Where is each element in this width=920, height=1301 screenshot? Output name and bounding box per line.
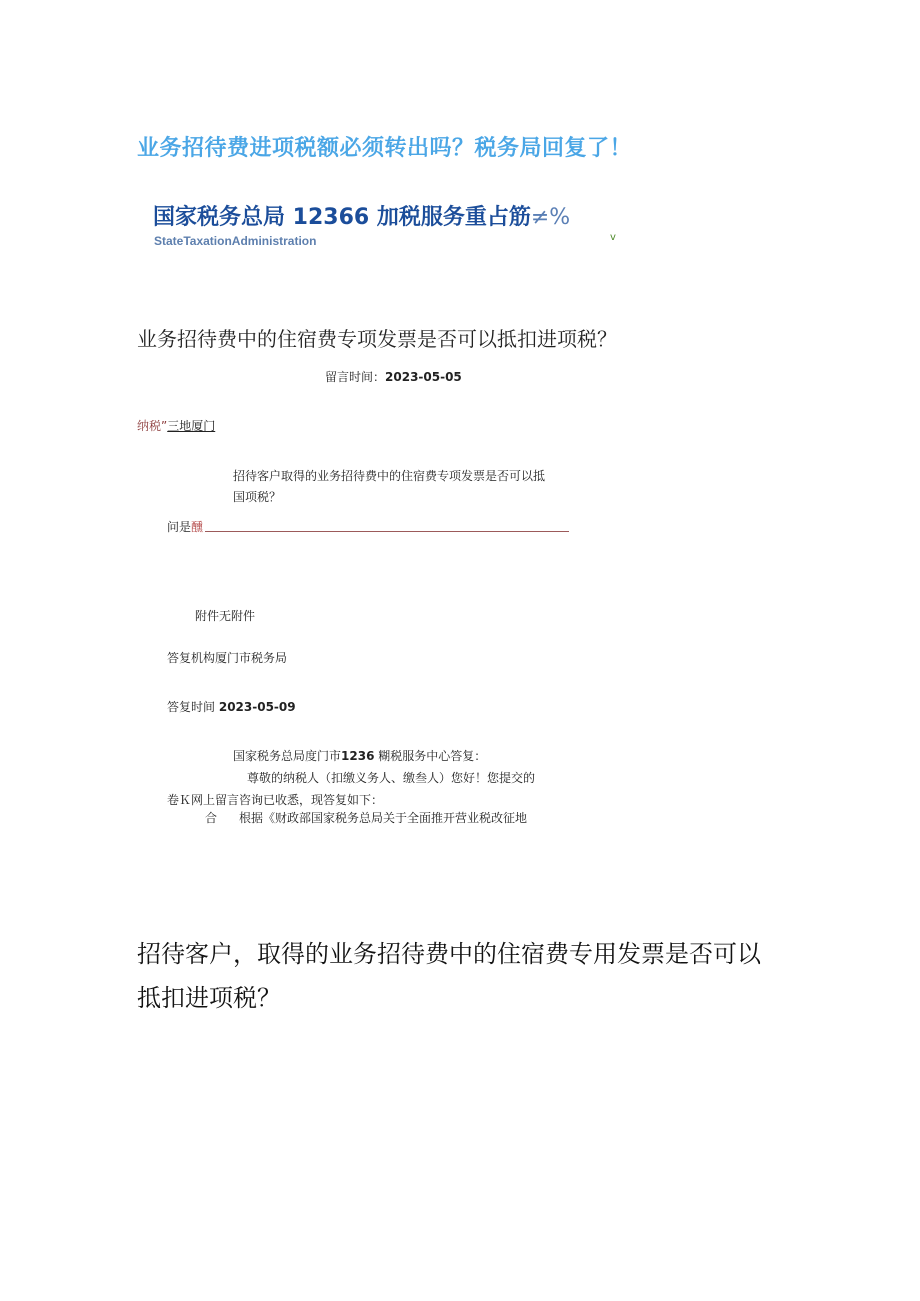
answer-time-value: 2023-05-09: [218, 700, 296, 714]
banner-title-text: 国家税务总局 12366 加税服务重占筋: [153, 205, 531, 230]
question-row-label: 问是: [167, 520, 192, 534]
banner-title: [153, 200, 570, 231]
taxpayer-value: 三地厦门: [167, 419, 216, 433]
answer-line-4: [205, 809, 527, 826]
article-headline: 业务招待费进项税额必须转出吗？税务局回复了！: [137, 136, 633, 161]
banner-symbols: ≠%: [530, 205, 571, 230]
question-row: [167, 518, 569, 535]
big-question-heading: 招待客户，取得的业务招待费中的住宿费专用发票是否可以抵扣进项税？: [137, 940, 761, 1012]
answer-line-1-a: 国家税务总局度门市: [233, 749, 342, 763]
message-time-label: 留言时间：: [325, 370, 386, 384]
message-time-value: 2023-05-05: [385, 370, 462, 384]
taxpayer-field: [137, 417, 215, 434]
answer-line-1: [233, 747, 486, 764]
question-row-red-text: 醺: [191, 520, 204, 534]
attachment-line: 附件无附件: [195, 609, 256, 623]
answer-line-3: 卷Ｋ网上留言咨询已收悉，现答复如下：: [167, 793, 384, 807]
banner-subtitle: StateTaxationAdministration: [154, 234, 317, 248]
question-underline: [205, 531, 569, 532]
answer-line-4-a: 合: [205, 811, 218, 825]
question-body: [233, 466, 545, 508]
answer-line-4-b: 根据《财政部国家税务总局关于全面推开营业税改征地: [239, 811, 528, 825]
message-time: [325, 368, 462, 385]
answer-line-1-b: 1236: [341, 749, 375, 763]
answer-line-1-c: 糊税服务中心答复：: [378, 749, 487, 763]
answer-time: [167, 698, 296, 715]
answer-time-label: 答复时间: [167, 700, 216, 714]
question-title: 业务招待费中的住宿费专项发票是否可以抵扣进项税？: [137, 327, 617, 351]
answer-agency: 答复机构厦门市税务局: [167, 651, 288, 665]
answer-line-2: 尊敬的纳税人（扣缴义务人、缴叁人）您好！您提交的: [247, 771, 536, 785]
question-body-line: 国项税？: [233, 490, 282, 504]
question-body-line: 招待客户取得的业务招待费中的住宿费专项发票是否可以抵: [233, 469, 546, 483]
taxpayer-label: 纳税”: [137, 419, 168, 433]
banner-mark: v: [610, 232, 616, 243]
